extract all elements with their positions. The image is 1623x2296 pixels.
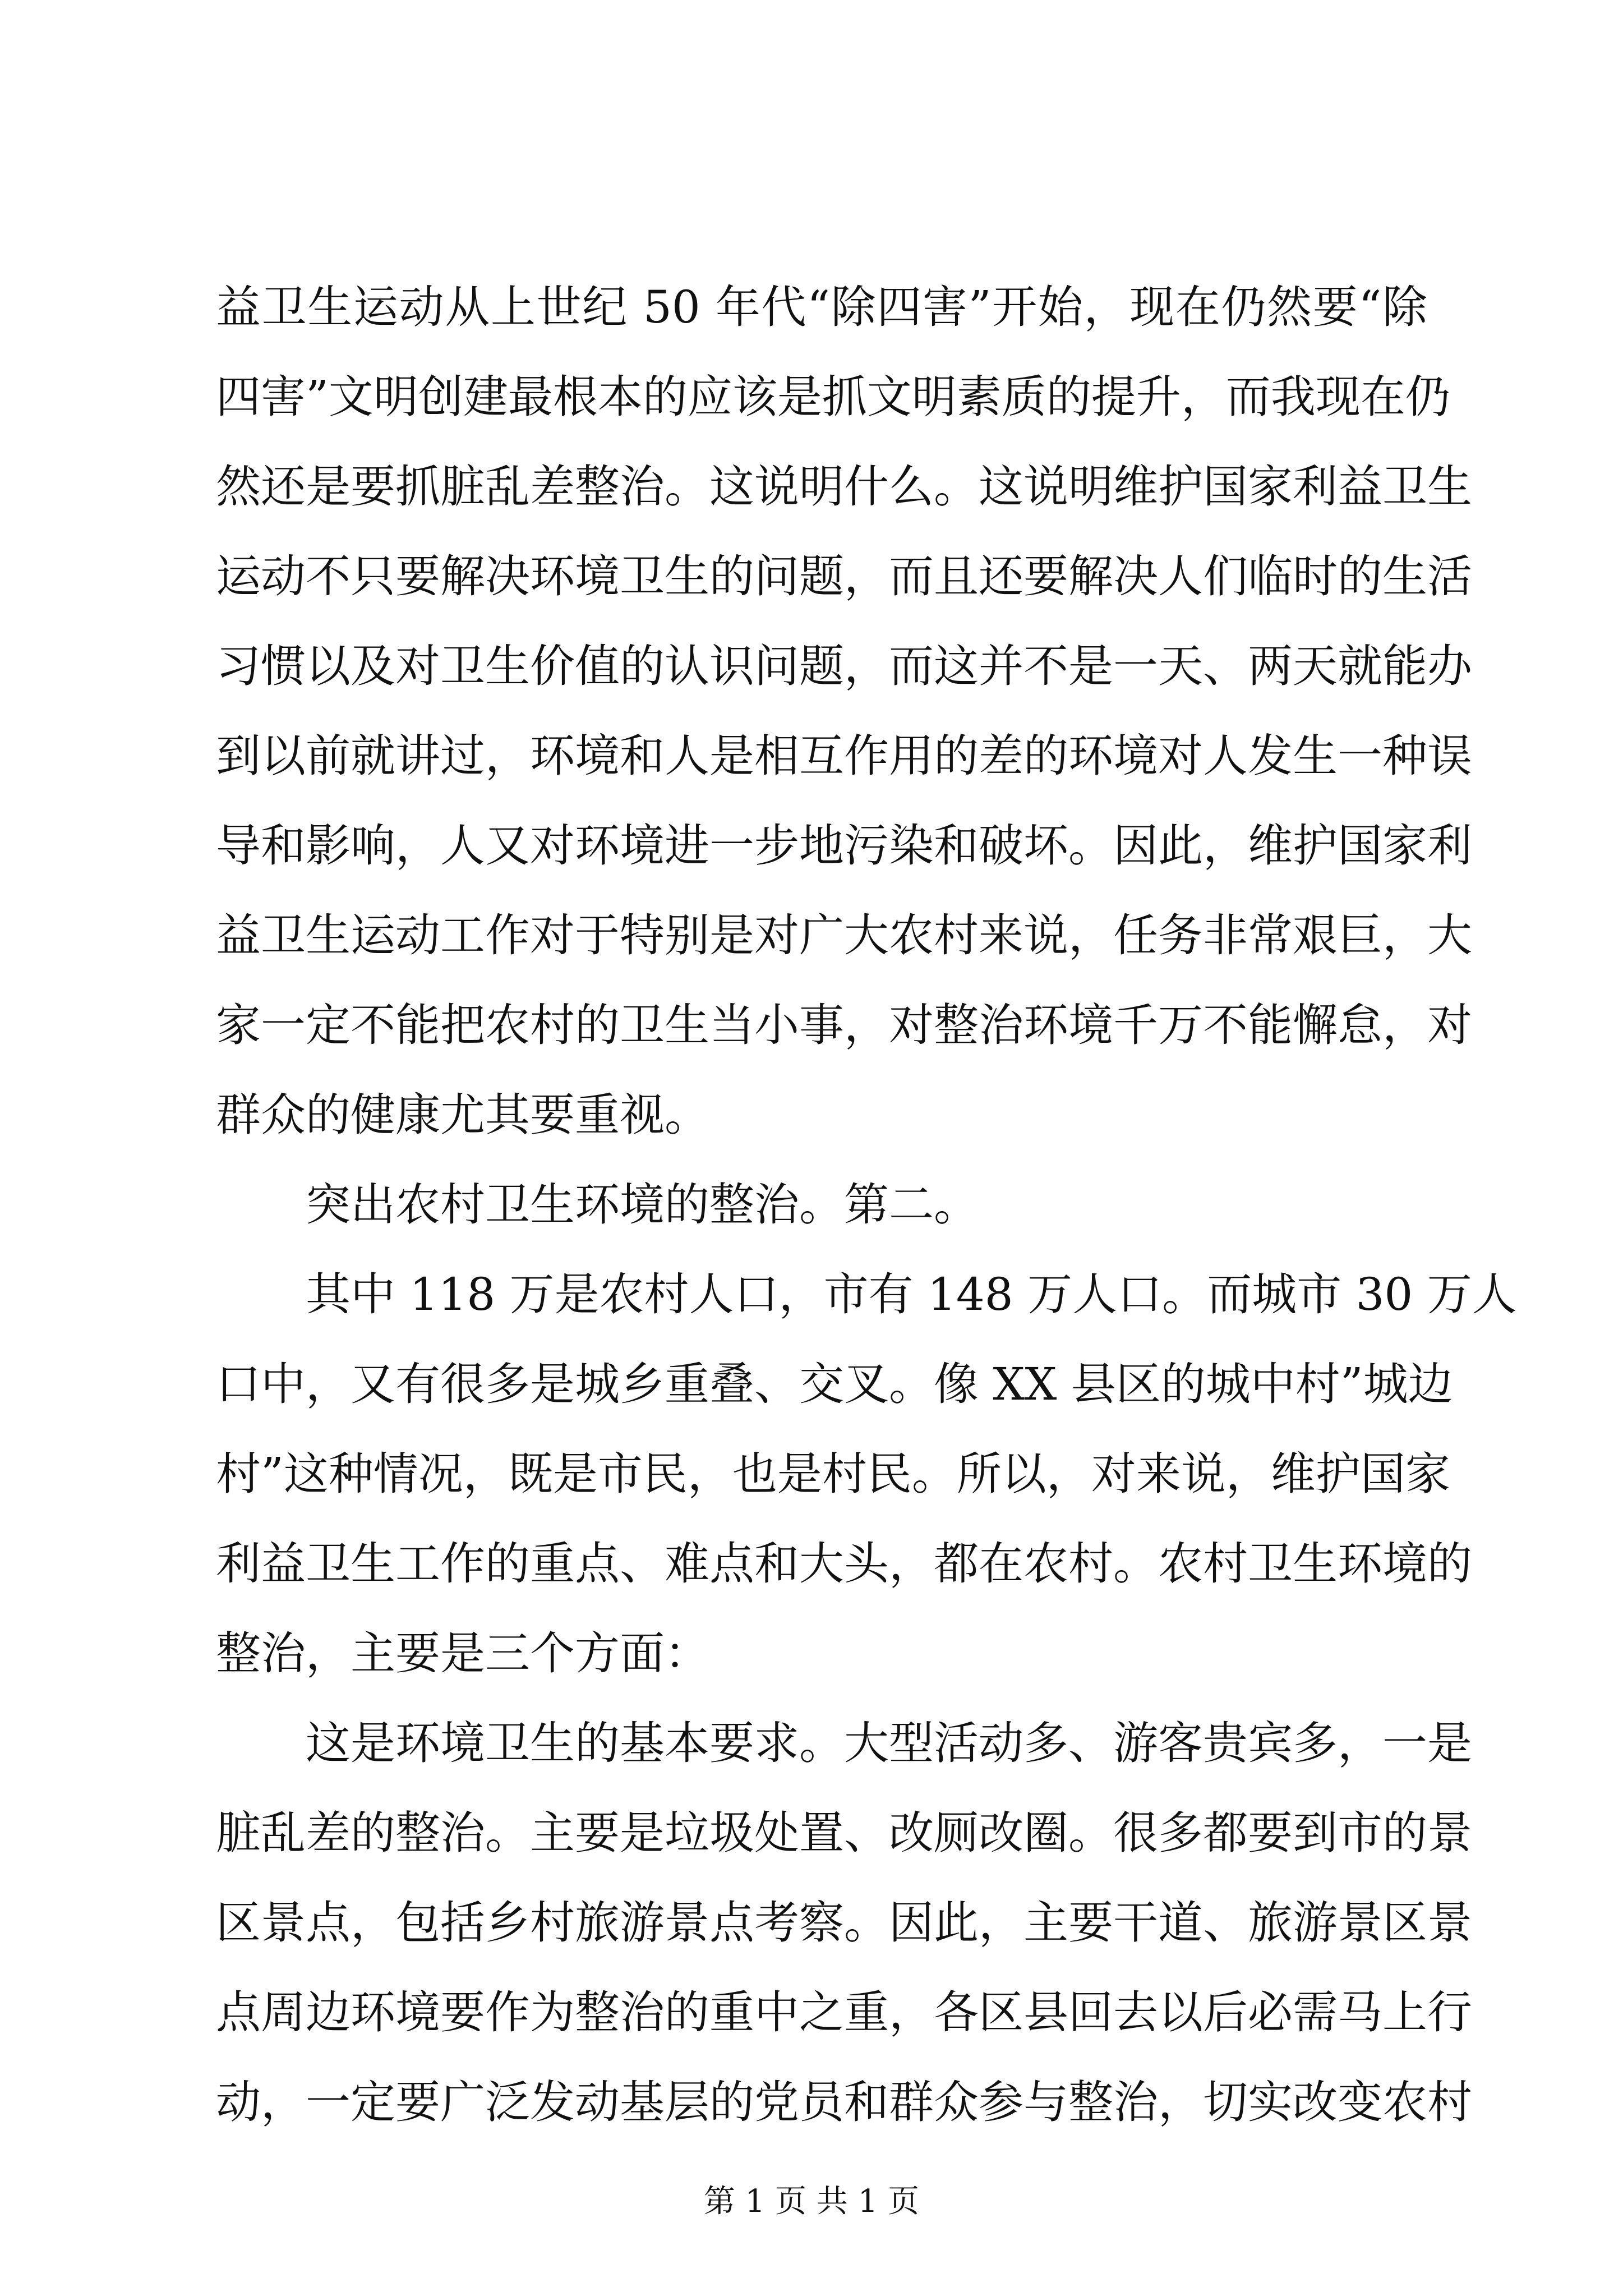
paragraph-1-line-9: 家一定不能把农村的卫生当小事，对整治环境千万不能懈怠，对 [216,999,1472,1051]
paragraph-3-line-3: 村”这种情况，既是市民，也是村民。所以，对来说，维护国家 [216,1448,1450,1500]
paragraph-4-line-5: 动，一定要广泛发动基层的党员和群众参与整治，切实改变农村 [216,2076,1472,2128]
paragraph-1-line-3: 然还是要抓脏乱差整治。这说明什么。这说明维护国家利益卫生 [216,461,1472,513]
paragraph-1-line-7: 导和影响，人又对环境进一步地污染和破坏。因此，维护国家利 [216,820,1472,872]
paragraph-1-line-5: 习惯以及对卫生价值的认识问题，而这并不是一天、两天就能办 [216,640,1472,692]
page-footer: 第 1 页 共 1 页 [703,2183,920,2220]
paragraph-1-line-6: 到以前就讲过，环境和人是相互作用的差的环境对人发生一种误 [216,730,1472,782]
paragraph-1-line-2: 四害”文明创建最根本的应该是抓文明素质的提升，而我现在仍 [216,371,1450,423]
paragraph-3-line-5: 整治，主要是三个方面： [216,1627,709,1680]
paragraph-4-line-1: 这是环境卫生的基本要求。大型活动多、游客贵宾多，一是 [306,1717,1472,1769]
paragraph-2-line-1: 突出农村卫生环境的整治。第二。 [306,1179,979,1231]
paragraph-3-line-4: 利益卫生工作的重点、难点和大头，都在农村。农村卫生环境的 [216,1538,1472,1590]
paragraph-4-line-3: 区景点，包括乡村旅游景点考察。因此，主要干道、旅游景区景 [216,1897,1472,1949]
paragraph-1-line-8: 益卫生运动工作对于特别是对广大农村来说，任务非常艰巨，大 [216,909,1472,961]
paragraph-3-line-2: 口中，又有很多是城乡重叠、交叉。像 XX 县区的城中村”城边 [216,1358,1453,1410]
paragraph-1-line-1: 益卫生运动从上世纪 50 年代“除四害”开始，现在仍然要“除 [216,281,1427,333]
paragraph-3-line-1: 其中 118 万是农村人口，市有 148 万人口。而城市 30 万人 [306,1268,1517,1320]
paragraph-4-line-2: 脏乱差的整治。主要是垃圾处置、改厕改圈。很多都要到市的景 [216,1807,1472,1859]
paragraph-1-line-4: 运动不只要解决环境卫生的问题，而且还要解决人们临时的生活 [216,550,1472,602]
paragraph-4-line-4: 点周边环境要作为整治的重中之重，各区县回去以后必需马上行 [216,1986,1472,2039]
paragraph-1-line-10: 群众的健康尤其要重视。 [216,1089,709,1141]
